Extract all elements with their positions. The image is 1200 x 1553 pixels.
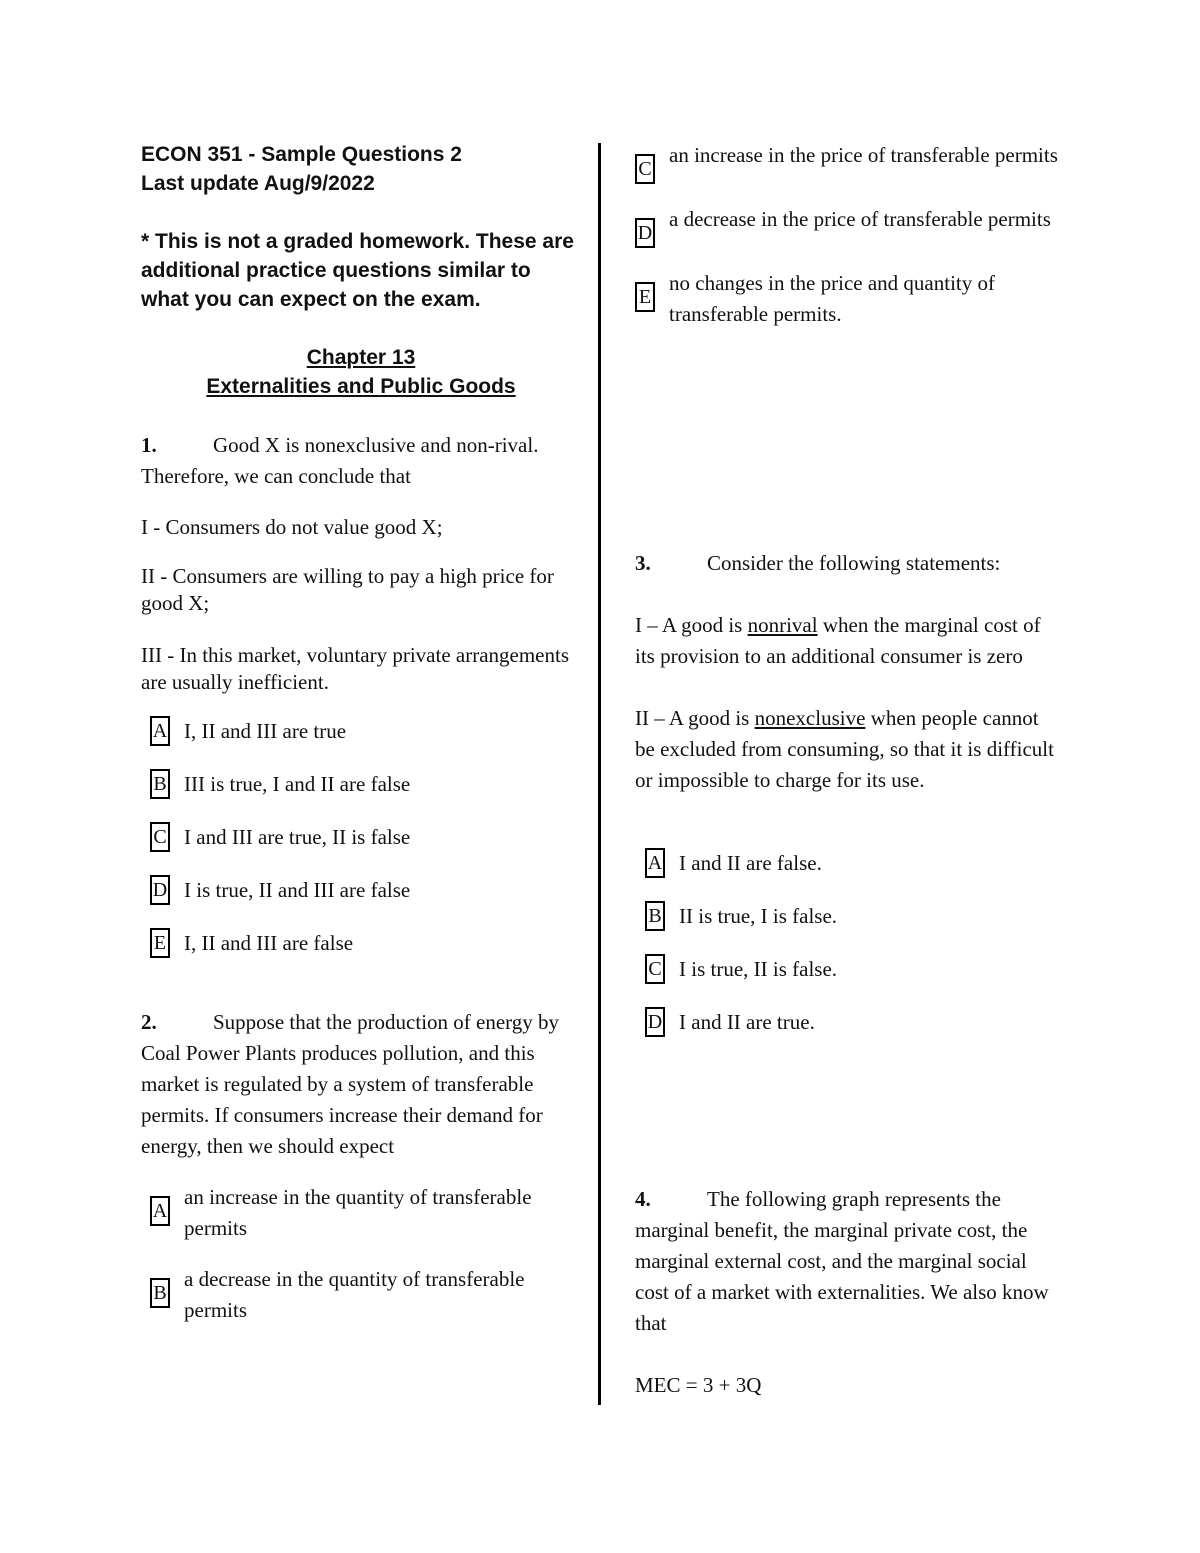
course-title: ECON 351 - Sample Questions 2 — [141, 143, 462, 166]
statement: II - Consumers are willing to pay a high price for good X; — [141, 564, 554, 615]
statement-text: II – A good is — [635, 706, 755, 730]
option-letter: D — [645, 1007, 665, 1037]
question-2-continued — [635, 140, 1060, 330]
option-text: a decrease in the quantity of transferable permits — [184, 1267, 525, 1322]
option-text: I, II and III are true — [184, 719, 347, 743]
option-text: no changes in the price and quantity of transferable permits. — [669, 271, 995, 326]
question-number: 4. — [635, 1187, 651, 1211]
option-text: a decrease in the price of transferable permits — [669, 207, 1051, 231]
option-d[interactable] — [150, 875, 581, 906]
option-b[interactable] — [150, 1264, 581, 1326]
option-c[interactable] — [635, 140, 1060, 184]
option-text: an increase in the price of transferable permits — [669, 143, 1058, 167]
term-nonrival: nonrival — [747, 613, 818, 637]
option-text: I and II are true. — [679, 1010, 815, 1034]
question-2 — [141, 1007, 581, 1326]
option-e[interactable] — [635, 268, 1060, 330]
practice-note: * This is not a graded homework. These are additional practice questions similar to what you can expect on the exam. — [141, 230, 574, 311]
page-header — [141, 140, 581, 401]
option-text: I and II are false. — [679, 851, 822, 875]
statement-text: when people cannot be excluded from consuming, so that it is difficult or impossible to charge for its use. — [635, 706, 1054, 792]
option-c[interactable] — [150, 822, 581, 853]
option-text: an increase in the quantity of transferable permits — [184, 1185, 532, 1240]
option-a[interactable] — [150, 1182, 581, 1244]
question-stem: Suppose that the production of energy by Coal Power Plants produces pollution, and this market is regulated by a system of transferable permits. If consumers increase their demand for energy, then we should expect — [141, 1010, 560, 1158]
option-a[interactable] — [150, 716, 581, 747]
option-b[interactable] — [645, 901, 1060, 932]
option-a[interactable] — [645, 848, 1060, 879]
option-letter: C — [150, 822, 170, 852]
question-4 — [635, 1184, 1060, 1401]
statement-2 — [635, 703, 1060, 796]
question-stem: The following graph represents the marginal benefit, the marginal private cost, the marginal external cost, and the marginal social cost of a market with externalities. We also know that — [635, 1187, 1049, 1335]
mec-equation: MEC = 3 + 3Q — [635, 1373, 762, 1397]
question-3 — [635, 548, 1060, 1038]
option-letter: A — [150, 1196, 170, 1226]
option-letter: B — [150, 769, 170, 799]
option-text: III is true, I and II are false — [184, 772, 411, 796]
question-1 — [141, 430, 581, 959]
option-text: I, II and III are false — [184, 931, 354, 955]
chapter-number: Chapter 13 — [306, 346, 416, 369]
chapter-title: Externalities and Public Goods — [206, 375, 516, 398]
option-letter: E — [635, 282, 655, 312]
option-d[interactable] — [645, 1007, 1060, 1038]
option-letter: A — [645, 848, 665, 878]
option-text: I is true, II and III are false — [184, 878, 411, 902]
option-e[interactable] — [150, 928, 581, 959]
option-letter: E — [150, 928, 170, 958]
option-letter: A — [150, 716, 170, 746]
statement: I - Consumers do not value good X; — [141, 515, 443, 539]
question-stem: Good X is nonexclusive and non-rival. Therefore, we can conclude that — [141, 433, 539, 488]
option-letter: D — [635, 218, 655, 248]
question-number: 3. — [635, 551, 651, 575]
column-divider — [598, 143, 601, 1405]
statement-text: I – A good is — [635, 613, 748, 637]
term-nonexclusive: nonexclusive — [754, 706, 866, 730]
statement: III - In this market, voluntary private arrangements are usually inefficient. — [141, 643, 570, 694]
option-text: I is true, II is false. — [679, 957, 838, 981]
question-stem: Consider the following statements: — [707, 551, 1001, 575]
statement-1 — [635, 610, 1060, 672]
option-text: II is true, I is false. — [679, 904, 838, 928]
option-letter: C — [645, 954, 665, 984]
statement-text: when the marginal cost of its provision to an additional consumer is zero — [635, 613, 1041, 668]
left-column — [141, 140, 581, 1326]
last-update: Last update Aug/9/2022 — [141, 172, 375, 195]
option-b[interactable] — [150, 769, 581, 800]
right-column — [635, 140, 1060, 1397]
option-c[interactable] — [645, 954, 1060, 985]
option-letter: C — [635, 154, 655, 184]
option-letter: D — [150, 875, 170, 905]
option-letter: B — [645, 901, 665, 931]
option-text: I and III are true, II is false — [184, 825, 411, 849]
option-letter: B — [150, 1278, 170, 1308]
question-number: 1. — [141, 433, 157, 457]
question-number: 2. — [141, 1010, 157, 1034]
option-d[interactable] — [635, 204, 1060, 248]
